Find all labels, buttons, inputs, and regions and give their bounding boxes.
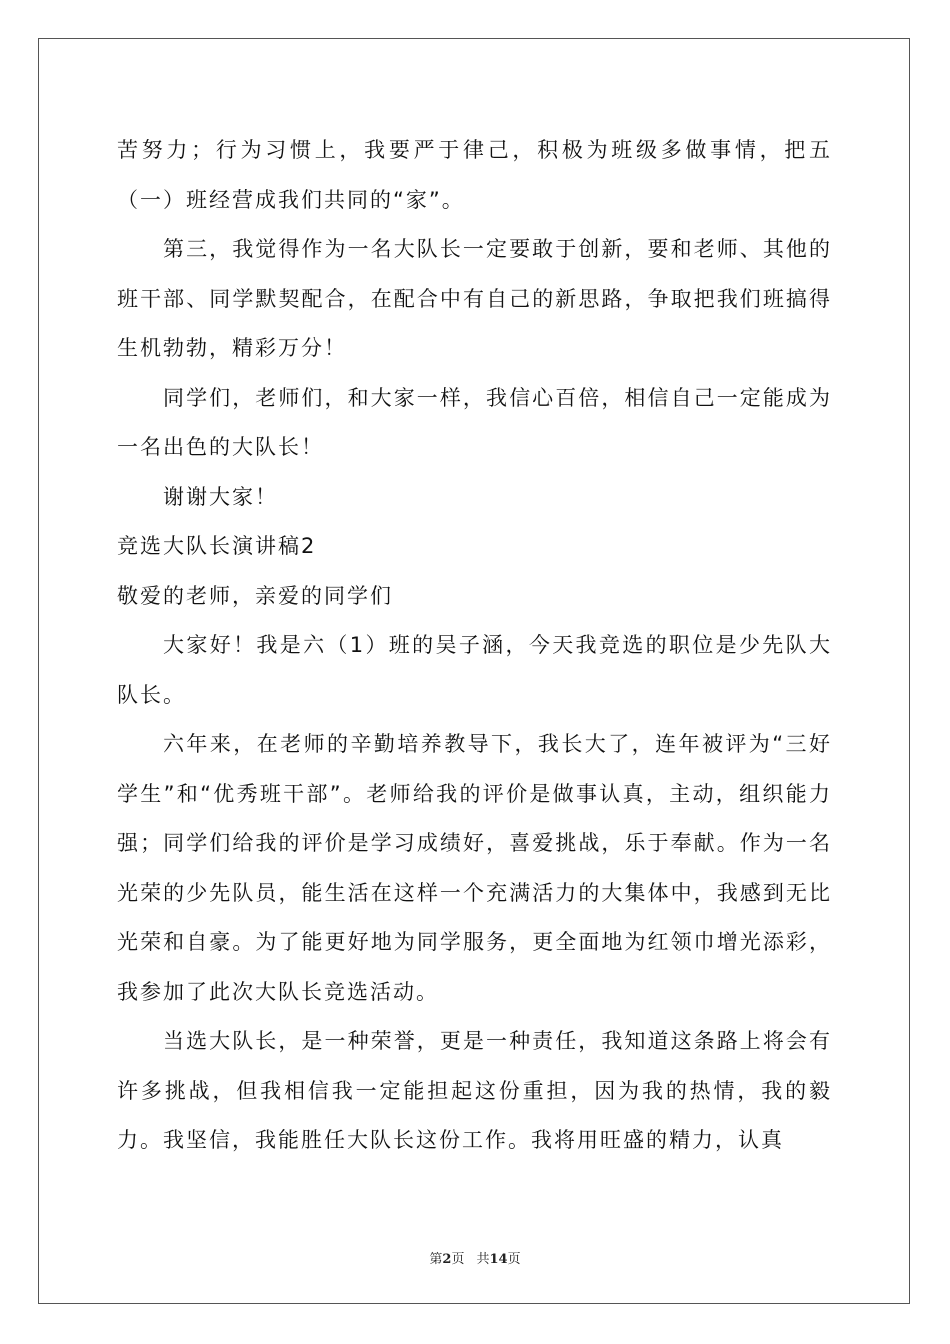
paragraph: 大家好！我是六（1）班的吴子涵，今天我竞选的职位是少先队大队长。 [117, 633, 832, 707]
paragraph: 六年来，在老师的辛勤培养教导下，我长大了，连年被评为“三好学生”和“优秀班干部”。老师给我的评价是做事认真，主动，组织能力强；同学们给我的评价是学习成绩好，喜爱挑战，乐于奉献。作为一名光荣的少先队员，能生活在这样一个充满活力的大集体中，我感到无比光荣和自豪。为了能更好地为同学服务，更全面地为红领巾增光添彩，我参加了此次大队长竞选活动。 [117, 732, 832, 1004]
page-prefix: 第 [429, 1252, 443, 1267]
total-prefix: 共 [476, 1252, 490, 1267]
paragraph: 当选大队长，是一种荣誉，更是一种责任，我知道这条路上将会有许多挑战，但我相信我一定能担起这份重担，因为我的热情，我的毅力。我坚信，我能胜任大队长这份工作。我将用旺盛的精力，认真 [117, 1029, 832, 1152]
salutation: 敬爱的老师，亲爱的同学们 [117, 583, 393, 608]
speech-title: 竞选大队长演讲稿2 [117, 534, 317, 558]
paragraph: 同学们，老师们，和大家一样，我信心百倍，相信自己一定能成为一名出色的大队长！ [117, 385, 832, 459]
paragraph: 谢谢大家！ [163, 484, 278, 509]
document-body [117, 126, 832, 1166]
total-suffix: 页 [507, 1252, 521, 1267]
paragraph: 苦努力；行为习惯上，我要严于律己，积极为班级多做事情，把五（一）班经营成我们共同的“家”。 [117, 138, 832, 212]
page-suffix: 页 [451, 1252, 465, 1267]
page-footer [0, 1248, 950, 1267]
page-number: 2 [442, 1252, 452, 1267]
paragraph: 第三，我觉得作为一名大队长一定要敢于创新，要和老师、其他的班干部、同学默契配合，在配合中有自己的新思路，争取把我们班搞得生机勃勃，精彩万分！ [117, 237, 832, 360]
total-pages: 14 [489, 1252, 508, 1267]
